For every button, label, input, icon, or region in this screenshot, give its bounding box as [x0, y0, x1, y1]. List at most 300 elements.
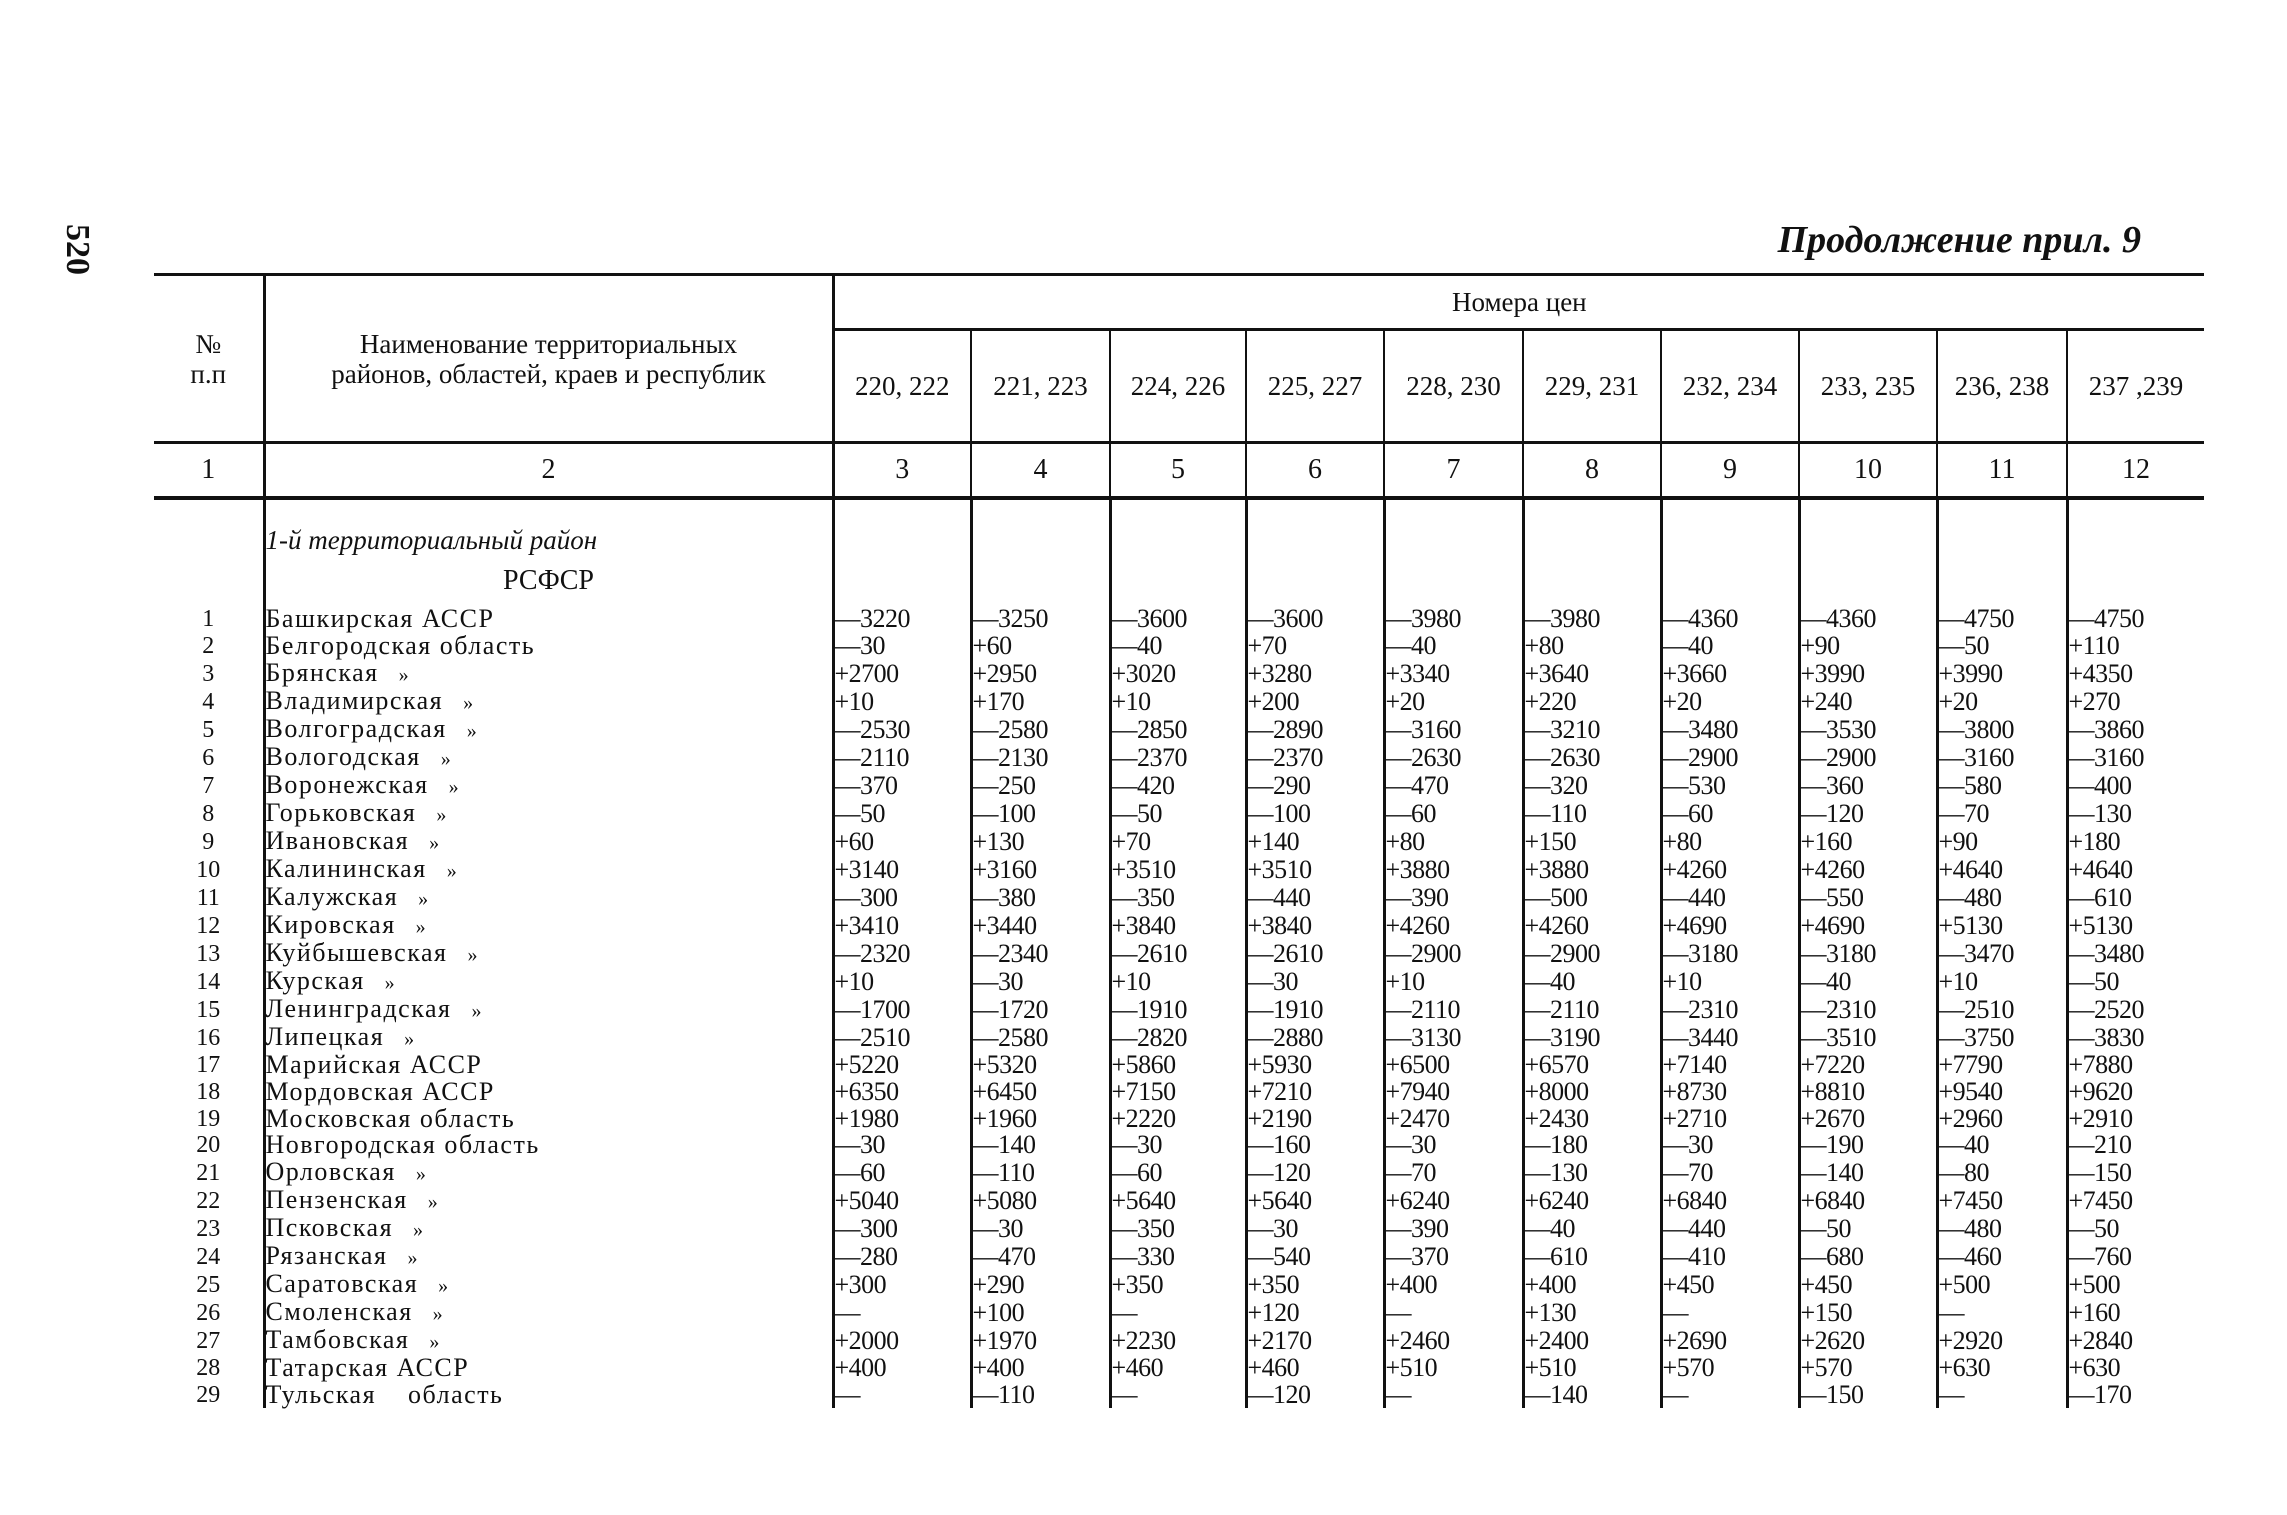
price-value: —4360 [1661, 606, 1799, 633]
price-value: +130 [1523, 1299, 1661, 1327]
ditto-mark: » [398, 663, 411, 686]
price-value: —50 [2068, 1213, 2119, 1243]
ditto-mark: » [407, 1246, 419, 1269]
price-value: —120 [1246, 1159, 1384, 1187]
price-value: —2110 [833, 744, 971, 772]
ditto-mark: » [463, 691, 475, 714]
price-value: — [1110, 1382, 1246, 1409]
price-value: +7140 [1661, 1052, 1799, 1079]
price-value: —2510 [833, 1024, 971, 1052]
header-region-name: Наименование территориальных районов, областей, краев и республик [264, 275, 833, 443]
table-row [154, 1327, 2204, 1355]
row-number: 23 [196, 1215, 221, 1242]
row-number: 1 [202, 606, 215, 633]
price-value: —30 [1246, 1215, 1384, 1243]
column-number: 2 [264, 443, 833, 499]
price-value: —110 [971, 1159, 1110, 1187]
header-price-col: 236, 238 [1937, 330, 2067, 443]
price-value: —140 [971, 1132, 1110, 1159]
price-value: +4690 [1799, 912, 1937, 940]
price-value: —2370 [1246, 744, 1384, 772]
region-name-cell [264, 1078, 833, 1105]
price-value: — [1937, 1299, 2067, 1327]
price-value: —2630 [1523, 744, 1661, 772]
column-number: 10 [1799, 443, 1937, 499]
price-value: —60 [1661, 800, 1799, 828]
price-value: +2220 [1110, 1105, 1246, 1132]
price-value: +7150 [1110, 1078, 1246, 1105]
price-value: +6840 [1799, 1187, 1937, 1215]
price-value: +70 [1246, 633, 1384, 660]
price-value: +120 [1246, 1299, 1384, 1327]
price-value: —3980 [1384, 606, 1523, 633]
column-number: 11 [1937, 443, 2067, 499]
region-name-cell [264, 797, 833, 828]
price-value: —3510 [1799, 1024, 1937, 1052]
region-name-cell [264, 606, 833, 633]
price-value: —2370 [1110, 744, 1246, 772]
price-value: —350 [1110, 1215, 1246, 1243]
table-row [154, 1187, 2204, 1215]
price-value: +3440 [971, 912, 1110, 940]
price-value: —50 [1937, 633, 2067, 660]
price-value: +570 [1799, 1355, 1937, 1382]
price-table [154, 273, 2204, 1408]
region-name: Новгородская область [265, 1130, 540, 1160]
row-number: 3 [202, 660, 215, 687]
price-value: —1910 [1246, 996, 1384, 1024]
price-value: +2690 [1661, 1327, 1799, 1355]
ditto-mark: » [446, 859, 459, 882]
price-value: +5130 [2068, 910, 2133, 940]
region-name-cell [264, 881, 833, 912]
price-value: +2950 [971, 660, 1110, 688]
price-value: +3510 [1110, 856, 1246, 884]
column-number: 6 [1246, 443, 1384, 499]
price-value: +10 [1661, 968, 1799, 996]
header-price-col: 233, 235 [1799, 330, 1937, 443]
region-name: Тульская область [265, 1379, 504, 1409]
price-value: +2230 [1110, 1327, 1246, 1355]
price-value: —390 [1384, 1215, 1523, 1243]
column-number: 1 [154, 443, 264, 499]
price-value: —2310 [1799, 996, 1937, 1024]
region-name-cell [264, 1156, 833, 1187]
price-value: —50 [1110, 800, 1246, 828]
ditto-mark: » [432, 1302, 445, 1325]
region-name-cell [264, 993, 833, 1024]
price-value: —150 [1799, 1382, 1937, 1409]
price-value: +290 [971, 1271, 1110, 1299]
price-value: — [833, 1299, 971, 1327]
row-number: 4 [202, 688, 215, 715]
price-value: —3160 [1384, 716, 1523, 744]
price-value: —40 [1110, 633, 1246, 660]
price-value: —180 [1523, 1132, 1661, 1159]
price-value: +1980 [833, 1105, 971, 1132]
region-name-cell [264, 1105, 833, 1132]
price-value: +5860 [1110, 1052, 1246, 1079]
column-number: 7 [1384, 443, 1523, 499]
price-value: — [833, 1382, 971, 1409]
ditto-mark: » [384, 971, 397, 994]
table-row [154, 606, 2204, 633]
price-value: +6350 [833, 1078, 971, 1105]
price-value: +400 [833, 1355, 971, 1382]
price-value: —550 [1799, 884, 1937, 912]
price-value: +3990 [1799, 660, 1937, 688]
price-value: —3130 [1384, 1024, 1523, 1052]
price-value: —3530 [1799, 716, 1937, 744]
table-row [154, 1299, 2204, 1327]
header-price-col: 229, 231 [1523, 330, 1661, 443]
price-value: —30 [1384, 1132, 1523, 1159]
price-value: +300 [833, 1271, 971, 1299]
price-value: +3160 [971, 856, 1110, 884]
price-value: +510 [1384, 1355, 1523, 1382]
region-name-cell [264, 713, 833, 744]
price-value: +4640 [2068, 854, 2133, 884]
price-value: —460 [1937, 1243, 2067, 1271]
region-name-cell [264, 1355, 833, 1382]
price-value: —2820 [1110, 1024, 1246, 1052]
region-name: Марийская АССР [265, 1049, 483, 1079]
header-price-col: 237 ,239 [2088, 370, 2184, 401]
price-value: —530 [1661, 772, 1799, 800]
price-value: +160 [2068, 1297, 2121, 1327]
price-value: —110 [971, 1382, 1110, 1409]
price-value: +80 [1661, 828, 1799, 856]
price-value: +8730 [1661, 1078, 1799, 1105]
price-value: —4750 [2068, 604, 2144, 634]
table-row [154, 660, 2204, 688]
price-value: —470 [971, 1243, 1110, 1271]
price-value: —470 [1384, 772, 1523, 800]
price-value: +1960 [971, 1105, 1110, 1132]
price-value: —3470 [1937, 940, 2067, 968]
column-number: 3 [833, 443, 971, 499]
price-value: —3830 [2068, 1022, 2144, 1052]
region-name-cell [264, 1324, 833, 1355]
price-value: +5130 [1937, 912, 2067, 940]
price-value: — [1110, 1299, 1246, 1327]
price-value: —2900 [1799, 744, 1937, 772]
price-value: +80 [1523, 633, 1661, 660]
price-value: —610 [2068, 882, 2132, 912]
price-value: +2840 [2068, 1325, 2133, 1355]
header-price-col: 225, 227 [1246, 330, 1384, 443]
price-value: +100 [971, 1299, 1110, 1327]
region-name: Вологодская [265, 741, 421, 771]
price-value: —3600 [1110, 606, 1246, 633]
table-header [154, 275, 2204, 443]
price-value: —170 [2068, 1379, 2132, 1409]
price-value: +500 [2068, 1269, 2121, 1299]
price-value: +2460 [1384, 1327, 1523, 1355]
price-value: +6240 [1523, 1187, 1661, 1215]
price-value: +5320 [971, 1052, 1110, 1079]
price-value: +3990 [1937, 660, 2067, 688]
price-value: +80 [1384, 828, 1523, 856]
price-value: —3190 [1523, 1024, 1661, 1052]
price-value: +3510 [1246, 856, 1384, 884]
region-name-cell [264, 965, 833, 996]
price-value: —370 [833, 772, 971, 800]
region-name: Калужская [265, 881, 399, 911]
row-number: 13 [196, 940, 221, 967]
price-value: —440 [1246, 884, 1384, 912]
region-name: Калининская [265, 853, 427, 883]
price-value: +3840 [1246, 912, 1384, 940]
price-value: +7210 [1246, 1078, 1384, 1105]
price-value: +2430 [1523, 1105, 1661, 1132]
price-value: —4750 [1937, 606, 2067, 633]
price-value: +10 [1110, 968, 1246, 996]
ditto-mark: » [404, 1027, 416, 1050]
price-value: —360 [1799, 772, 1937, 800]
region-name-cell [264, 1296, 833, 1327]
price-value: —30 [971, 968, 1110, 996]
price-value: +350 [1110, 1271, 1246, 1299]
price-value: +2920 [1937, 1327, 2067, 1355]
price-value: +150 [1523, 828, 1661, 856]
column-number: 4 [971, 443, 1110, 499]
price-value: —3600 [1246, 606, 1384, 633]
ditto-mark: » [438, 1274, 450, 1297]
table-row [154, 828, 2204, 856]
price-value: +140 [1246, 828, 1384, 856]
column-number-row [154, 443, 2204, 499]
row-number: 21 [196, 1159, 221, 1186]
region-name: Кировская [265, 909, 396, 939]
price-value: —130 [1523, 1159, 1661, 1187]
price-value: +4690 [1661, 912, 1799, 940]
price-value: —40 [1523, 1215, 1661, 1243]
price-value: +400 [1523, 1271, 1661, 1299]
region-name-cell [264, 937, 833, 968]
price-value: +2700 [833, 660, 971, 688]
price-value: —1700 [833, 996, 971, 1024]
price-value: +3410 [833, 912, 971, 940]
price-value: —300 [833, 1215, 971, 1243]
price-value: +5220 [833, 1052, 971, 1079]
price-value: —370 [1384, 1243, 1523, 1271]
price-value: +3840 [1110, 912, 1246, 940]
price-value: —50 [833, 800, 971, 828]
price-value: +160 [1799, 828, 1937, 856]
table-row [154, 884, 2204, 912]
price-value: +2000 [833, 1327, 971, 1355]
price-value: +7880 [2068, 1049, 2133, 1079]
price-value: —420 [1110, 772, 1246, 800]
region-name: Курская [265, 965, 365, 995]
price-value: —400 [2068, 770, 2132, 800]
price-value: —30 [971, 1215, 1110, 1243]
price-value: +570 [1661, 1355, 1799, 1382]
price-value: +9540 [1937, 1078, 2067, 1105]
ditto-mark: » [429, 1330, 441, 1353]
price-value: —3440 [1661, 1024, 1799, 1052]
row-number: 26 [196, 1299, 221, 1326]
price-value: +2620 [1799, 1327, 1937, 1355]
price-value: — [1937, 1382, 2067, 1409]
price-value: —2580 [971, 1024, 1110, 1052]
price-value: +7220 [1799, 1052, 1937, 1079]
price-value: —2320 [833, 940, 971, 968]
price-value: +8000 [1523, 1078, 1661, 1105]
price-value: —100 [1246, 800, 1384, 828]
price-value: —2900 [1384, 940, 1523, 968]
price-value: —160 [1246, 1132, 1384, 1159]
table-row [154, 744, 2204, 772]
price-value: +10 [833, 688, 971, 716]
price-value: —2520 [2068, 994, 2144, 1024]
price-value: +6570 [1523, 1052, 1661, 1079]
ditto-mark: » [415, 1162, 428, 1185]
price-value: —320 [1523, 772, 1661, 800]
region-name-cell [264, 1379, 833, 1409]
price-value: +2400 [1523, 1327, 1661, 1355]
region-name-cell [264, 1049, 833, 1079]
price-value: +2710 [1661, 1105, 1799, 1132]
table-row [154, 1243, 2204, 1271]
ditto-mark: » [471, 999, 483, 1022]
region-name: Саратовская [265, 1268, 419, 1298]
price-value: —3980 [1523, 606, 1661, 633]
price-value: —2610 [1110, 940, 1246, 968]
price-value: —2610 [1246, 940, 1384, 968]
ditto-mark: » [440, 747, 453, 770]
price-value: +3340 [1384, 660, 1523, 688]
row-number: 19 [196, 1105, 221, 1132]
price-value: —500 [1523, 884, 1661, 912]
price-value: —350 [1110, 884, 1246, 912]
price-value: +2960 [1937, 1105, 2067, 1132]
price-value: +10 [1937, 968, 2067, 996]
table-row [154, 940, 2204, 968]
price-value: +270 [2068, 686, 2121, 716]
price-value: —480 [1937, 1215, 2067, 1243]
price-value: —280 [833, 1243, 971, 1271]
row-number: 17 [196, 1051, 221, 1078]
region-name: Тамбовская [265, 1324, 410, 1354]
price-value: —440 [1661, 884, 1799, 912]
price-value: —120 [1799, 800, 1937, 828]
ditto-mark: » [415, 915, 428, 938]
price-value: —2880 [1246, 1024, 1384, 1052]
row-number: 20 [196, 1132, 221, 1159]
region-subtitle-row [154, 556, 2204, 606]
price-value: +3640 [1523, 660, 1661, 688]
price-value: —3180 [1661, 940, 1799, 968]
price-value: +4350 [2068, 658, 2133, 688]
ditto-mark: » [429, 831, 441, 854]
price-value: +460 [1110, 1355, 1246, 1382]
price-value: —2130 [971, 744, 1110, 772]
price-value: +4640 [1937, 856, 2067, 884]
price-value: +60 [971, 633, 1110, 660]
table-row [154, 1132, 2204, 1159]
price-value: —580 [1937, 772, 2067, 800]
ditto-mark: » [436, 803, 448, 826]
price-value: —3750 [1937, 1024, 2067, 1052]
page-number: 520 [59, 224, 96, 275]
price-value: —40 [1937, 1132, 2067, 1159]
price-value: +5640 [1246, 1187, 1384, 1215]
column-number: 5 [1110, 443, 1246, 499]
price-value: —80 [1937, 1159, 2067, 1187]
price-value: —410 [1661, 1243, 1799, 1271]
price-value: —40 [1661, 633, 1799, 660]
price-value: — [1384, 1299, 1523, 1327]
price-value: —110 [1523, 800, 1661, 828]
region-name-cell [264, 1184, 833, 1215]
price-value: —60 [1384, 800, 1523, 828]
region-title: 1-й территориальный район [264, 498, 833, 556]
price-value: +4260 [1799, 856, 1937, 884]
price-value: +200 [1246, 688, 1384, 716]
row-number: 15 [196, 996, 221, 1023]
price-value: —1720 [971, 996, 1110, 1024]
region-name-cell [264, 769, 833, 800]
region-name: Белгородская область [265, 631, 536, 661]
table-row [154, 1105, 2204, 1132]
row-number: 10 [196, 856, 221, 883]
price-value: —120 [1246, 1382, 1384, 1409]
price-value: +130 [971, 828, 1110, 856]
region-name: Псковская [265, 1212, 394, 1242]
column-number: 8 [1523, 443, 1661, 499]
price-value: +5640 [1110, 1187, 1246, 1215]
price-value: —3160 [2068, 742, 2144, 772]
row-number: 22 [196, 1187, 221, 1214]
header-price-col: 224, 226 [1110, 330, 1246, 443]
ditto-mark: » [418, 887, 430, 910]
price-value: —2340 [971, 940, 1110, 968]
price-value: —300 [833, 884, 971, 912]
price-value: —4360 [1799, 606, 1937, 633]
price-value: +10 [1110, 688, 1246, 716]
price-value: —50 [2068, 966, 2119, 996]
price-value: +7790 [1937, 1052, 2067, 1079]
table-row [154, 996, 2204, 1024]
price-value: —3860 [2068, 714, 2144, 744]
price-value: +8810 [1799, 1078, 1937, 1105]
price-value: +7450 [2068, 1185, 2133, 1215]
price-value: +20 [1937, 688, 2067, 716]
row-number: 12 [196, 912, 221, 939]
price-value: —2310 [1661, 996, 1799, 1024]
region-name: Воронежская [265, 769, 429, 799]
region-name: Брянская [265, 657, 379, 687]
price-value: —140 [1523, 1382, 1661, 1409]
table-row [154, 1078, 2204, 1105]
region-name-cell [264, 633, 833, 660]
price-value: — [1384, 1382, 1523, 1409]
price-value: —70 [1384, 1159, 1523, 1187]
price-value: +400 [1384, 1271, 1523, 1299]
price-value: +90 [1937, 828, 2067, 856]
region-name: Липецкая [265, 1021, 385, 1051]
price-value: —480 [1937, 884, 2067, 912]
price-value: —2110 [1384, 996, 1523, 1024]
table-body [154, 443, 2204, 1409]
price-value: —30 [833, 1132, 971, 1159]
price-value: +150 [1799, 1299, 1937, 1327]
price-value: —70 [1937, 800, 2067, 828]
price-value: —3480 [1661, 716, 1799, 744]
price-value: +110 [2068, 631, 2120, 661]
